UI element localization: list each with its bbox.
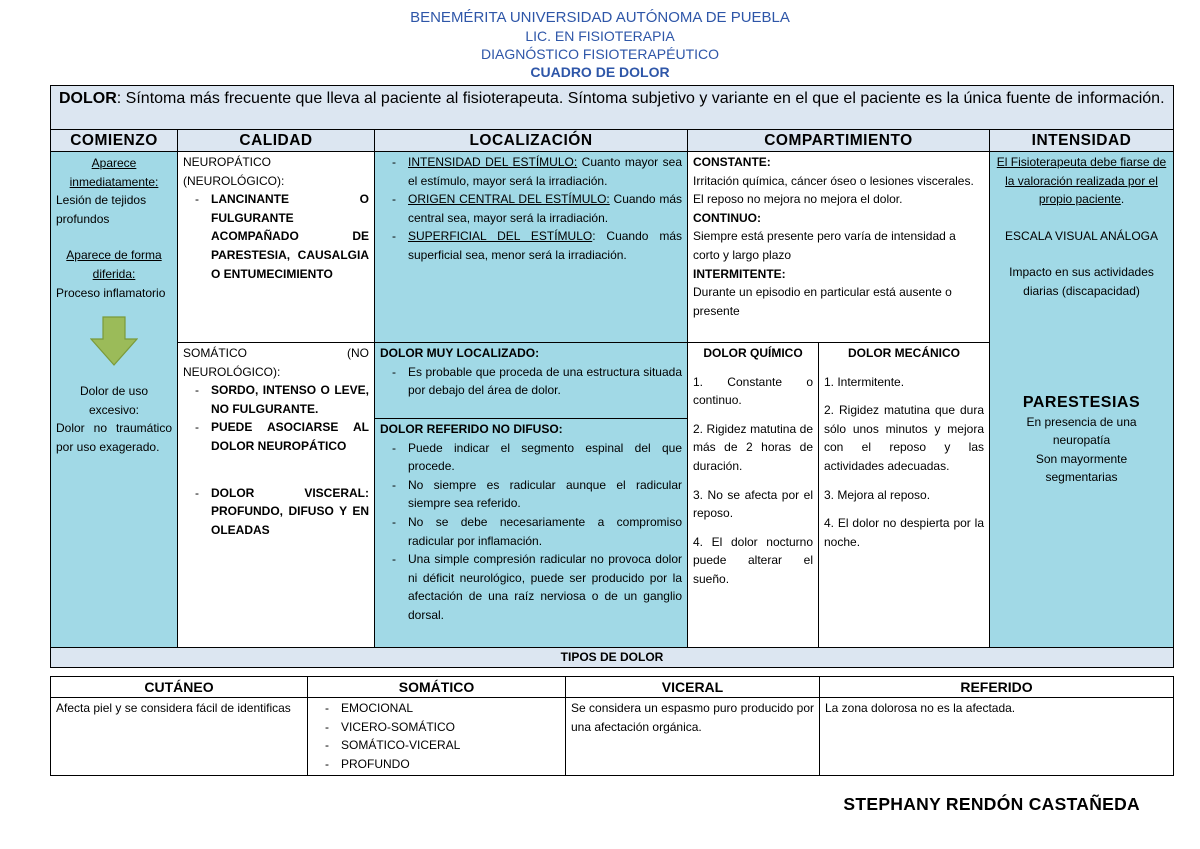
author-signature: STEPHANY RENDÓN CASTAÑEDA	[843, 794, 1140, 814]
list-item: 2. Rigidez matutina de más de 2 horas de duración.	[693, 421, 813, 473]
continuous-title: CONTINUO:	[693, 210, 761, 225]
list-item: - LANCINANTE O FULGURANTE ACOMPAÑADO DE PARESTESIA, CAUSALGIA O ENTUMECIMIENTO	[195, 192, 369, 281]
mechanical-pain-cell	[819, 343, 990, 648]
list-item: - No se debe necesariamente a compromiso radicular por inflamación.	[392, 514, 682, 548]
referred-title: DOLOR REFERIDO NO DIFUSO:	[380, 422, 563, 436]
deferred-label: Aparece de forma diferida:	[66, 248, 162, 281]
mechanical-title: DOLOR MECÁNICO	[848, 346, 960, 360]
visceral-text: Se considera un espasmo puro producido por una afectación orgánica.	[566, 698, 820, 776]
list-item: - VICERO-SOMÁTICO	[325, 719, 456, 734]
pain-types-title: TIPOS DE DOLOR	[51, 648, 1174, 668]
impact-text: Impacto en sus actividades diarias (discapacidad)	[1009, 265, 1154, 298]
constant-title: CONSTANTE:	[693, 155, 771, 169]
col-header-localizacion: LOCALIZACIÓN	[375, 130, 688, 152]
type-header-cutaneo: CUTÁNEO	[51, 677, 308, 698]
list-item: 4. El dolor no despierta por la noche.	[824, 516, 984, 549]
list-item: - SOMÁTICO-VICERAL	[325, 738, 461, 752]
type-header-somatico: SOMÁTICO	[308, 677, 566, 698]
definition-text: : Síntoma más frecuente que lleva al paciente al fisioterapeuta. Síntoma subjetivo y variante en el que el paciente es la única fuente de información.	[116, 90, 1165, 107]
localized-pain-cell	[375, 343, 688, 419]
university-name: BENEMÉRITA UNIVERSIDAD AUTÓNOMA DE PUEBLA	[410, 9, 790, 26]
col-header-intensidad: INTENSIDAD	[990, 130, 1174, 152]
document-header	[0, 8, 1200, 81]
immediate-label: Aparece inmediatamente:	[69, 156, 159, 189]
col-header-calidad: CALIDAD	[178, 130, 375, 152]
constant-text: Irritación química, cáncer óseo o lesiones viscerales.	[693, 173, 974, 188]
overuse-text: Dolor no traumático por uso exagerado.	[56, 421, 172, 454]
referred-pain-cell	[375, 419, 688, 648]
col-header-comienzo: COMIENZO	[51, 130, 178, 152]
list-item: - SORDO, INTENSO O LEVE, NO FULGURANTE.	[195, 383, 369, 416]
overuse-title: Dolor de uso excesivo:	[79, 384, 149, 417]
trust-text: El Fisioterapeuta debe fiarse de la valoración realizada por el propio paciente	[996, 155, 1167, 207]
list-item: - PROFUNDO	[325, 756, 410, 771]
paresthesia-text: En presencia de una neuropatía	[1026, 414, 1137, 448]
definition-term: DOLOR	[59, 90, 117, 107]
list-item: 4. El dolor nocturno puede alterar el sueño.	[693, 534, 813, 586]
immediate-text: Lesión de tejidos profundos	[56, 193, 147, 226]
list-item: 2. Rigidez matutina que dura sólo unos minutos y mejora con el reposo y las actividades adecuadas.	[824, 403, 984, 473]
localized-title: DOLOR MUY LOCALIZADO:	[380, 346, 540, 360]
somatic-cell	[178, 343, 375, 648]
pain-types-table	[50, 676, 1174, 776]
list-item: - Puede indicar el segmento espinal del que procede.	[392, 440, 682, 474]
list-item: 3. Mejora al reposo.	[824, 487, 931, 502]
constant-text: El reposo no mejora no mejora el dolor.	[693, 192, 903, 207]
col-header-compartimiento: COMPARTIMIENTO	[688, 130, 990, 152]
chemical-title: DOLOR QUÍMICO	[703, 346, 803, 360]
chemical-pain-cell	[688, 343, 819, 648]
neuropathic-title: NEUROPÁTICO (NEUROLÓGICO):	[183, 155, 285, 188]
cutaneo-text: Afecta piel y se considera fácil de identificas	[51, 698, 308, 776]
deferred-text: Proceso inflamatorio	[56, 285, 166, 300]
type-header-referido: REFERIDO	[820, 677, 1174, 698]
list-item: - INTENSIDAD DEL ESTÍMULO: Cuanto mayor sea el estímulo, mayor será la irradiación.	[392, 155, 683, 188]
paresthesia-title: PARESTESIAS	[1022, 393, 1141, 411]
paresthesia-text: Son mayormente segmentarias	[1035, 451, 1128, 485]
list-item: 1. Intermitente.	[824, 374, 905, 389]
somatico-list	[308, 698, 566, 776]
somatic-title: SOMÁTICO (NO NEUROLÓGICO):	[183, 346, 369, 379]
intermittent-text: Durante un episodio en particular está ausente o presente	[693, 285, 952, 318]
list-item: 3. No se afecta por el reposo.	[693, 487, 813, 521]
continuous-text: Siempre está presente pero varía de intensidad a corto y largo plazo	[693, 229, 956, 262]
pain-definition	[51, 86, 1174, 130]
list-item: - Es probable que proceda de una estructura situada por debajo del área de dolor.	[392, 364, 682, 398]
list-item: - ORIGEN CENTRAL DEL ESTÍMULO: Cuando más central sea, mayor será la irradiación.	[392, 192, 682, 225]
list-item: - EMOCIONAL	[325, 701, 414, 715]
list-item: - Una simple compresión radicular no provoca dolor ni déficit neurológico, puede ser producido por la afectación de una raíz nerviosa o de un ganglio dorsal.	[392, 552, 682, 622]
intermittent-title: INTERMITENTE:	[693, 266, 786, 281]
list-item: - No siempre es radicular aunque el radicular siempre sea referido.	[392, 477, 682, 511]
neuropathic-cell	[178, 152, 375, 343]
type-header-visceral: VICERAL	[566, 677, 820, 698]
intensidad-cell: El Fisioterapeuta debe fiarse de la valoración realizada por el propio paciente. ESCALA VISUAL ANÁLOGA Impacto en sus actividades diarias (discapacidad) PARESTESIAS En presencia de una neuropatía Son mayormente segmentarias	[990, 152, 1174, 648]
list-item: - SUPERFICIAL DEL ESTÍMULO: Cuando más superficial sea, menor será la irradiación.	[392, 229, 682, 262]
referido-text: La zona dolorosa no es la afectada.	[820, 698, 1174, 776]
localizacion-cell	[375, 152, 688, 343]
list-item: - PUEDE ASOCIARSE AL DOLOR NEUROPÁTICO	[195, 420, 369, 453]
document-title: CUADRO DE DOLOR	[530, 64, 670, 80]
scale-name: ESCALA VISUAL ANÁLOGA	[1005, 228, 1158, 243]
subject-name: DIAGNÓSTICO FISIOTERAPÉUTICO	[480, 46, 720, 62]
compartimiento-cell	[688, 152, 990, 343]
comienzo-cell	[51, 152, 178, 648]
list-item: - DOLOR VISCERAL: PROFUNDO, DIFUSO Y EN OLEADAS	[195, 485, 369, 537]
down-arrow-icon	[56, 316, 172, 366]
pain-table	[50, 85, 1174, 668]
list-item: 1. Constante o continuo.	[693, 374, 813, 408]
program-name: LIC. EN FISIOTERAPIA	[525, 28, 675, 44]
